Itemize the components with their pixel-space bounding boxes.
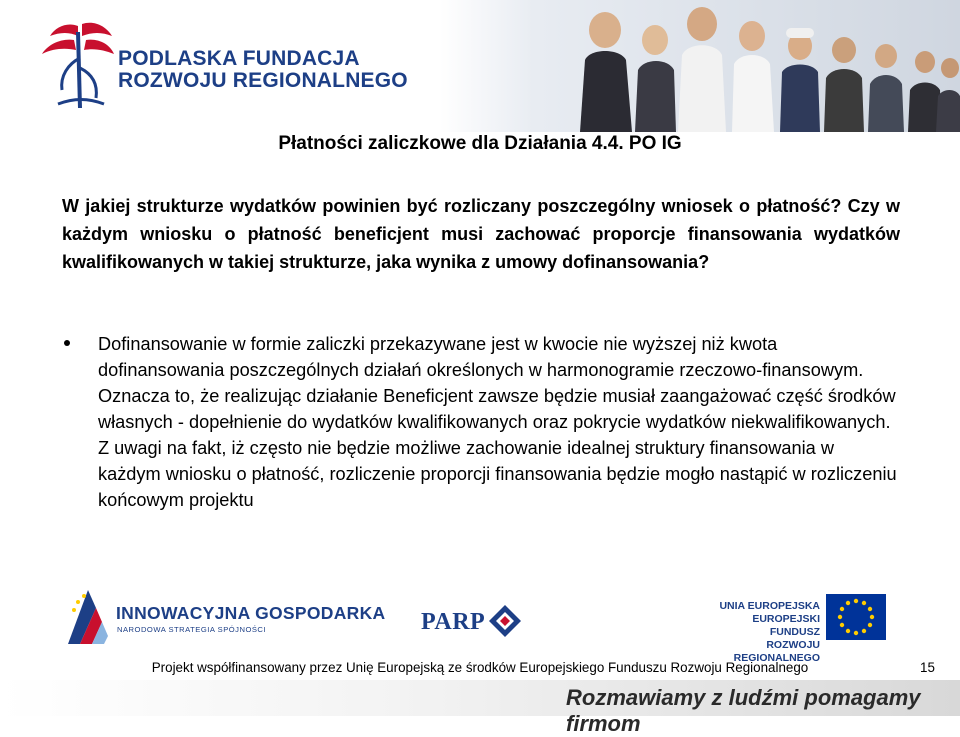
page-title: Płatności zaliczkowe dla Działania 4.4. PO IG [278,133,682,154]
foundation-name [118,48,408,92]
innovative-economy-subtitle: NARODOWA STRATEGIA SPÓJNOŚCI [117,625,267,634]
eu-label-line3: ROZWOJU REGIONALNEGO [733,639,820,664]
answer-paragraph: Dofinansowanie w formie zaliczki przekazywane jest w kwocie nie wyższej niż kwota dofinansowania poszczególnych działań określonych w harmonogramie rzeczowo-finansowym. Oznacza to, że realizując działanie Beneficjent zawsze będzie musiał zaangażować część środków własnych - dopełnienie do wydatków kwalifikowanych oraz pokrycie wydatków niekwalifikowanych. Z uwagi na fakt, iż często nie będzie możliwe zachowanie idealnej struktury finansowania w każdym wniosku o płatność, rozliczenie proporcji finansowania będzie mogło nastąpić w rozliczeniu końcowym projektu [98,334,897,510]
foundation-name-line1: PODLASKA FUNDACJA [118,47,360,70]
eu-flag-icon [826,594,886,640]
question-paragraph: W jakiej strukturze wydatków powinien być rozliczany poszczególny wniosek o płatność? Czy w każdym wniosku o płatność beneficjent musi zachować proporcje finansowania wydatków kwalifikowanych w takiej strukturze, jaka wynika z umowy dofinansowania? [62,196,900,272]
eu-fund-label [700,600,820,665]
parp-logo-text: PARP [421,609,486,635]
innovative-economy-logo-icon [66,588,110,646]
bullet-icon [64,340,70,346]
page-number: 15 [920,660,935,675]
foundation-logo-icon [38,18,116,114]
slogan-text: Rozmawiamy z ludźmi pomagamy firmom [566,685,921,736]
foundation-name-line2: ROZWOJU REGIONALNEGO [118,69,408,92]
eu-label-line2: EUROPEJSKI FUNDUSZ [752,613,820,638]
parp-logo-icon [488,604,522,638]
eu-label-line1: UNIA EUROPEJSKA [719,600,820,612]
cofinancing-note: Projekt współfinansowany przez Unię Europejską ze środków Europejskiego Funduszu Rozwoju Regionalnego [151,660,809,675]
innovative-economy-title: INNOWACYJNA GOSPODARKA [116,603,386,623]
header-people-photo [440,0,960,132]
